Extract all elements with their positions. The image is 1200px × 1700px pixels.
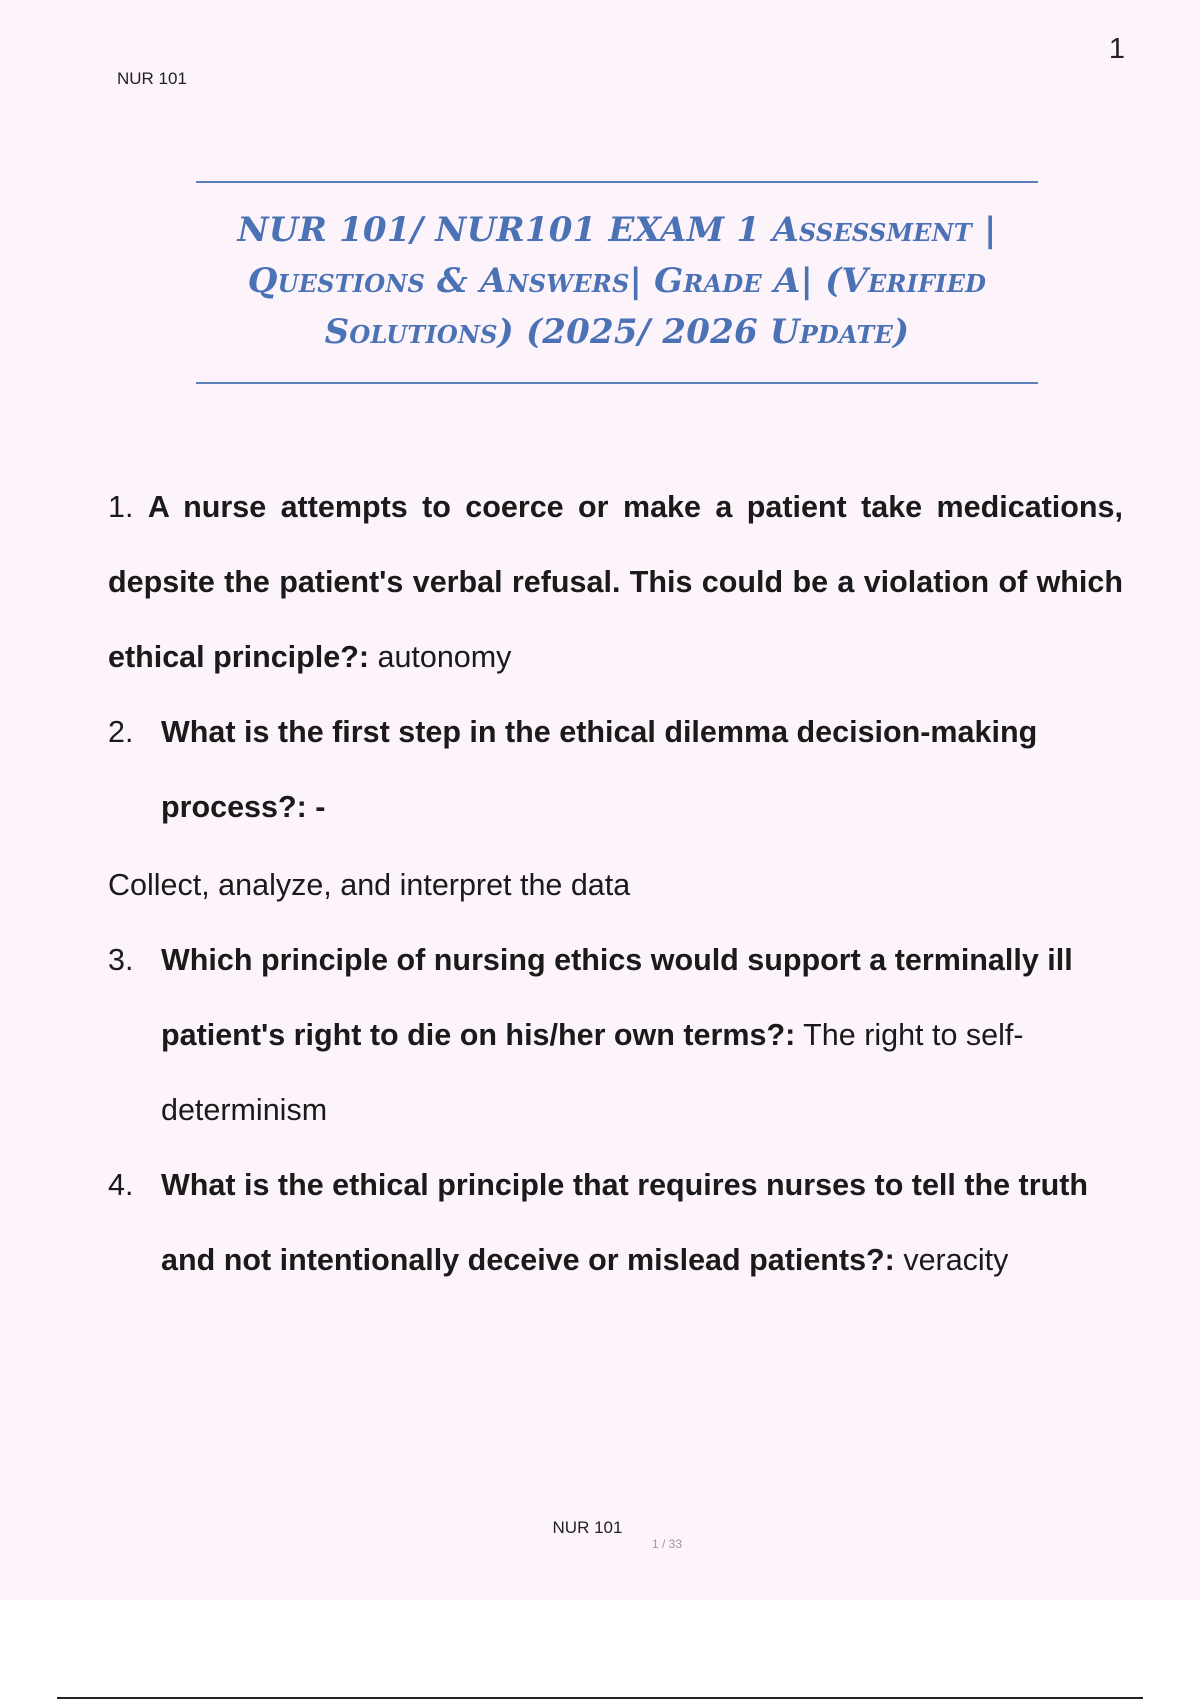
- page-divider: [57, 1697, 1143, 1699]
- question-item-2: [108, 695, 1123, 845]
- question-body: [161, 923, 1123, 1148]
- title-line-1: NUR 101/ NUR101 EXAM 1 Assessment |: [237, 210, 997, 250]
- question-body: [161, 1148, 1123, 1298]
- title-line-2: Questions & Answers| Grade A| (Verified: [247, 261, 987, 301]
- question-list: [108, 470, 1123, 1298]
- title-block: [196, 181, 1038, 384]
- answer-text: The right to self-determinism: [161, 1018, 1024, 1127]
- question-text: What is the ethical principle that requires nurses to tell the truth and not intentionally deceive or mislead patients?:: [161, 1168, 1089, 1277]
- answer-text: veracity: [903, 1243, 1009, 1277]
- question-text: Which principle of nursing ethics would support a terminally ill patient's right to die on his/her own terms?:: [161, 943, 1073, 1052]
- question-body: [161, 695, 1123, 845]
- page-pager: 1 / 33: [652, 1537, 683, 1551]
- question-number: 3.: [108, 943, 134, 977]
- question-body: [108, 470, 1123, 695]
- question-text: A nurse attempts to coerce or make a patient take medications, depsite the patient's verbal refusal. This could be a violation of which ethical principle?:: [108, 490, 1123, 674]
- question-number: 4.: [108, 1168, 134, 1202]
- question-number: 2.: [108, 715, 134, 749]
- question-number: 1.: [108, 490, 134, 524]
- footer-course-label: NUR 101: [552, 1518, 623, 1537]
- question-item-3: [108, 923, 1123, 1148]
- page-number: 1: [1108, 33, 1125, 65]
- title-line-3: Solutions) (2025/ 2026 Update): [324, 312, 910, 352]
- question-item-1: [108, 470, 1123, 695]
- header-course-label: NUR 101: [117, 69, 187, 88]
- document-title: [196, 205, 1038, 358]
- question-item-4: [108, 1148, 1123, 1298]
- answer-text: Collect, analyze, and interpret the data: [108, 868, 631, 902]
- answer-text: autonomy: [377, 640, 512, 674]
- question-text: What is the first step in the ethical dilemma decision-making process?: -: [161, 715, 1038, 824]
